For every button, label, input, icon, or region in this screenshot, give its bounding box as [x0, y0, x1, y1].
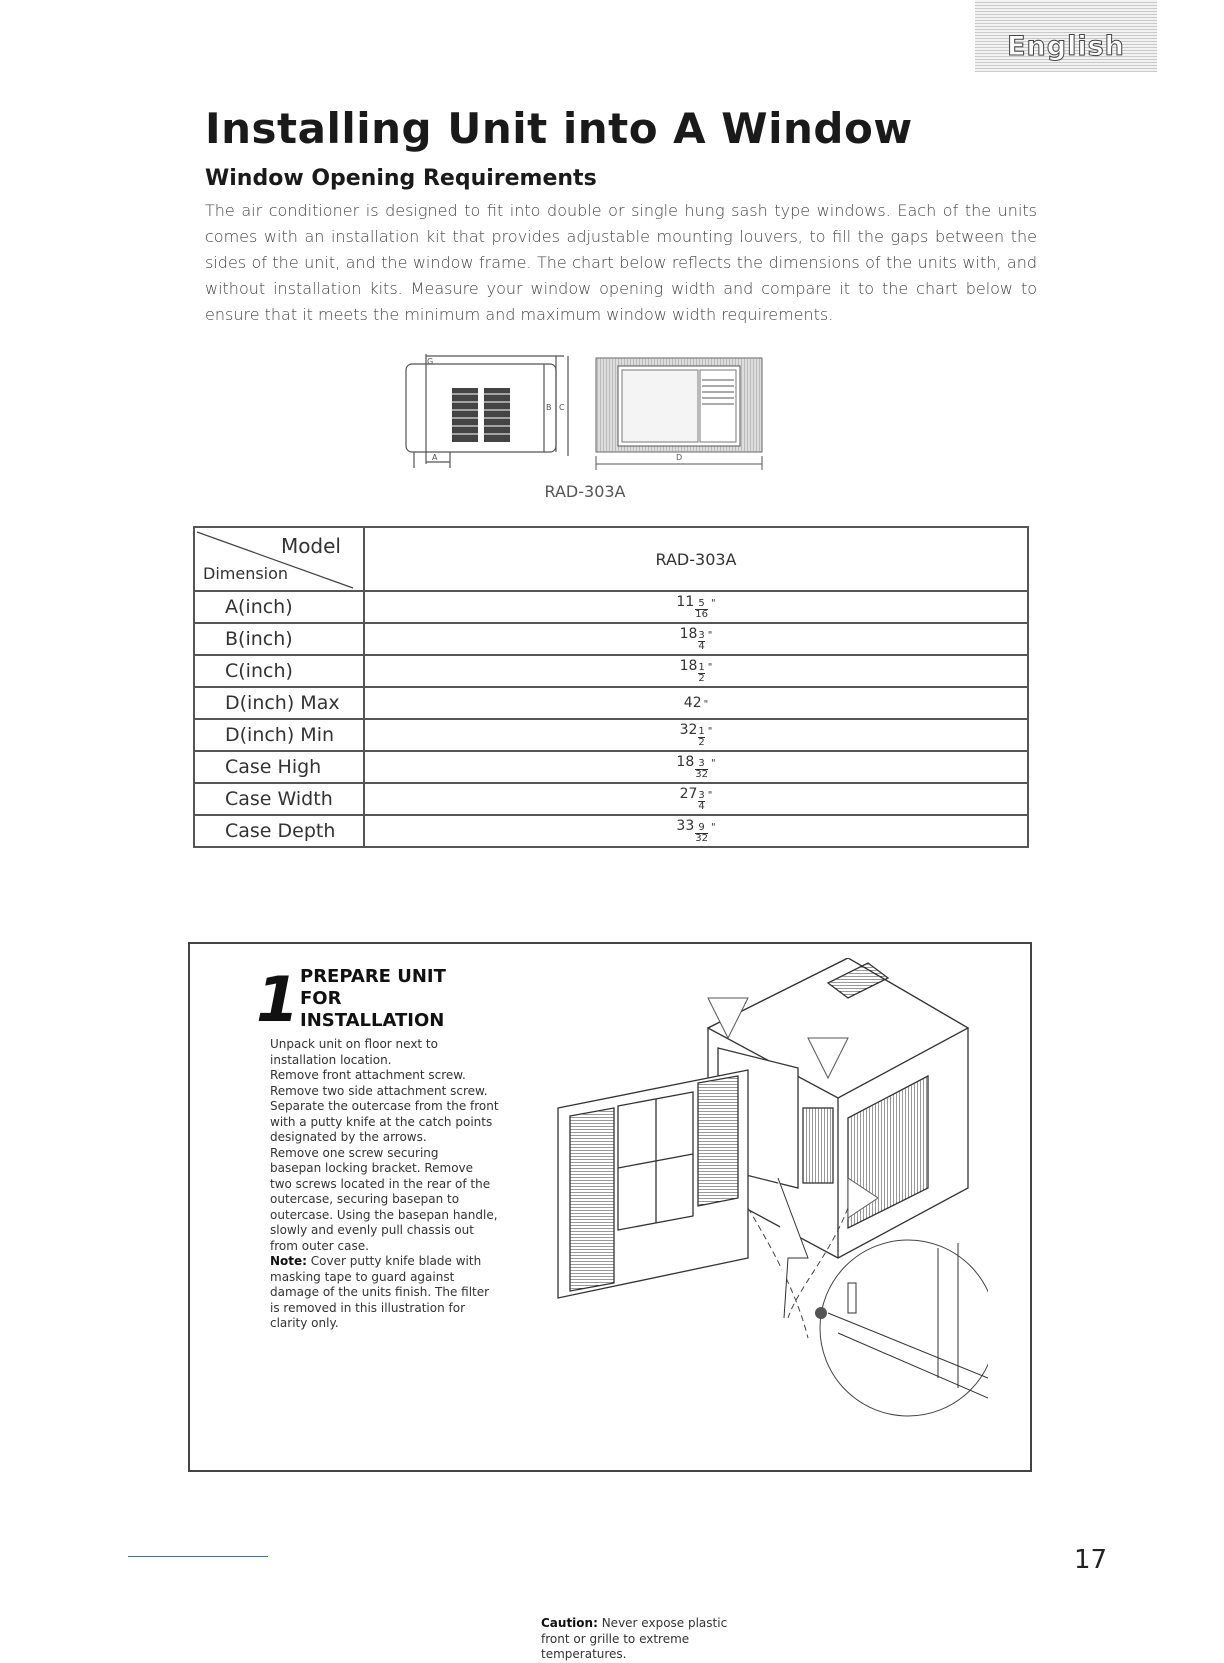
fraction-denominator: 2 — [698, 737, 705, 748]
step-line: Remove one screw securing — [270, 1145, 439, 1160]
value-whole: 42 — [683, 695, 702, 711]
note-line: masking tape to guard against — [270, 1269, 455, 1284]
note-label: Note: — [270, 1254, 307, 1268]
language-tab — [975, 0, 1157, 72]
note-line: is removed in this illustration for — [270, 1300, 466, 1315]
dimension-label: Case Width — [194, 783, 364, 815]
dimension-label: C(inch) — [194, 655, 364, 687]
intro-paragraph: The air conditioner is designed to fit into double or single hung sash type windows. Each of the units comes with an installation kit that provides adjustable mounting louvers, to fill the gaps between the sides of the unit, and the window frame. The chart below reflects the dimensions of the units with, and without installation kits. Measure your window opening width and compare it to the chart below to ensure that it meets the minimum and maximum window width requirements. — [205, 201, 1037, 324]
diagram-caption: RAD-303A — [544, 482, 626, 501]
step-line: installation location. — [270, 1052, 392, 1067]
step-line: Unpack unit on floor next to — [270, 1037, 438, 1051]
note-line: Cover putty knife blade with — [306, 1254, 482, 1268]
value-fraction — [695, 599, 708, 620]
dimension-value — [364, 655, 1028, 687]
value-fraction — [698, 791, 704, 812]
step-line: two screws located in the rear of the — [270, 1176, 491, 1191]
language-tab-label: English — [1007, 31, 1125, 62]
fraction-numerator: 3 — [698, 630, 705, 641]
fraction-denominator: 16 — [695, 609, 708, 620]
fraction-numerator: 1 — [698, 662, 705, 673]
inch-mark: " — [707, 790, 713, 801]
step-line: from outer case. — [270, 1238, 369, 1253]
value-fraction — [698, 727, 704, 748]
caution-label: Caution: — [541, 1616, 598, 1630]
step-title — [300, 966, 446, 1032]
note-line: clarity only. — [270, 1316, 339, 1330]
value-whole: 33 — [676, 818, 695, 834]
step-title-line-1: PREPARE UNIT — [300, 966, 446, 987]
label-d: D — [676, 453, 683, 462]
inch-mark: " — [703, 699, 709, 710]
fraction-denominator: 4 — [698, 641, 705, 652]
model-name-header: RAD-303A — [364, 527, 1028, 591]
table-row — [194, 751, 1028, 783]
step-line: outercase. Using the basepan handle, — [270, 1207, 498, 1222]
fraction-denominator: 2 — [698, 673, 705, 684]
step-line: basepan locking bracket. Remove — [270, 1161, 474, 1175]
fraction-numerator: 9 — [695, 823, 708, 834]
inch-mark: " — [707, 726, 713, 737]
page-title: Installing Unit into A Window — [205, 104, 913, 153]
value-whole: 18 — [679, 658, 698, 674]
table-row — [194, 783, 1028, 815]
label-b: B — [546, 403, 552, 412]
caution-line: front or grille to extreme — [541, 1631, 690, 1646]
fraction-denominator: 4 — [698, 801, 705, 812]
fraction-denominator: 32 — [695, 833, 708, 844]
dimension-value — [364, 751, 1028, 783]
table-body — [194, 591, 1028, 847]
value-fraction — [695, 823, 708, 844]
inch-mark: " — [707, 662, 713, 673]
dimension-label: D(inch) Max — [194, 687, 364, 719]
value-whole: 27 — [679, 786, 698, 802]
value-fraction — [695, 759, 708, 780]
corner-header-cell — [194, 527, 364, 591]
inch-mark: " — [710, 758, 716, 769]
fraction-numerator: 3 — [695, 759, 708, 770]
dimension-value — [364, 687, 1028, 719]
step-line: with a putty knife at the catch points — [270, 1114, 493, 1129]
inch-mark: " — [707, 630, 713, 641]
value-whole: 11 — [676, 594, 695, 610]
step-line: designated by the arrows. — [270, 1130, 427, 1144]
step-line: slowly and evenly pull chassis out — [270, 1223, 474, 1237]
label-g: G — [427, 357, 434, 366]
fraction-numerator: 1 — [698, 726, 705, 737]
label-a: A — [432, 453, 438, 462]
dimension-value — [364, 591, 1028, 623]
fraction-numerator: 5 — [695, 599, 708, 610]
value-whole: 32 — [679, 722, 698, 738]
note-line: damage of the units finish. The filter — [270, 1285, 490, 1299]
table-row — [194, 687, 1028, 719]
header-model: Model — [280, 534, 341, 558]
dimension-label: Case High — [194, 751, 364, 783]
step-line: outercase, securing basepan to — [270, 1192, 460, 1206]
value-fraction — [698, 631, 704, 652]
table-row — [194, 623, 1028, 655]
section-subtitle: Window Opening Requirements — [205, 166, 597, 191]
step-line: Remove front attachment screw. — [270, 1068, 466, 1082]
chassis-removal-illustration — [548, 958, 988, 1418]
step-number: 1 — [256, 963, 300, 1036]
dimension-value — [364, 623, 1028, 655]
header-dimension: Dimension — [203, 564, 289, 583]
step-line: Separate the outercase from the front — [270, 1099, 499, 1113]
table-row — [194, 815, 1028, 847]
caution-line: temperatures. — [541, 1647, 627, 1661]
step-instructions — [270, 1037, 504, 1332]
fraction-numerator: 3 — [698, 790, 705, 801]
inch-mark: " — [710, 598, 716, 609]
value-whole: 18 — [676, 754, 695, 770]
dimension-value — [364, 815, 1028, 847]
table-row — [194, 655, 1028, 687]
inch-mark: " — [710, 822, 716, 833]
table-header-row — [194, 527, 1028, 591]
label-c: C — [559, 403, 565, 412]
caution-text — [541, 1616, 791, 1663]
page-number: 17 — [1074, 1545, 1108, 1575]
step-line: Remove two side attachment screw. — [270, 1083, 488, 1098]
table-row — [194, 719, 1028, 751]
value-whole: 18 — [679, 626, 698, 642]
dimension-label: B(inch) — [194, 623, 364, 655]
dimension-table — [193, 526, 1029, 848]
value-fraction — [698, 663, 704, 684]
step-title-line-3: INSTALLATION — [300, 1010, 445, 1031]
unit-dimension-diagram — [396, 352, 766, 472]
step-title-line-2: FOR — [300, 988, 342, 1009]
dimension-label: D(inch) Min — [194, 719, 364, 751]
table-row — [194, 591, 1028, 623]
dimension-label: A(inch) — [194, 591, 364, 623]
dimension-label: Case Depth — [194, 815, 364, 847]
fraction-denominator: 32 — [695, 769, 708, 780]
dimension-value — [364, 719, 1028, 751]
dimension-value — [364, 783, 1028, 815]
caution-line: Never expose plastic — [597, 1616, 728, 1630]
footer-line — [128, 1556, 268, 1557]
